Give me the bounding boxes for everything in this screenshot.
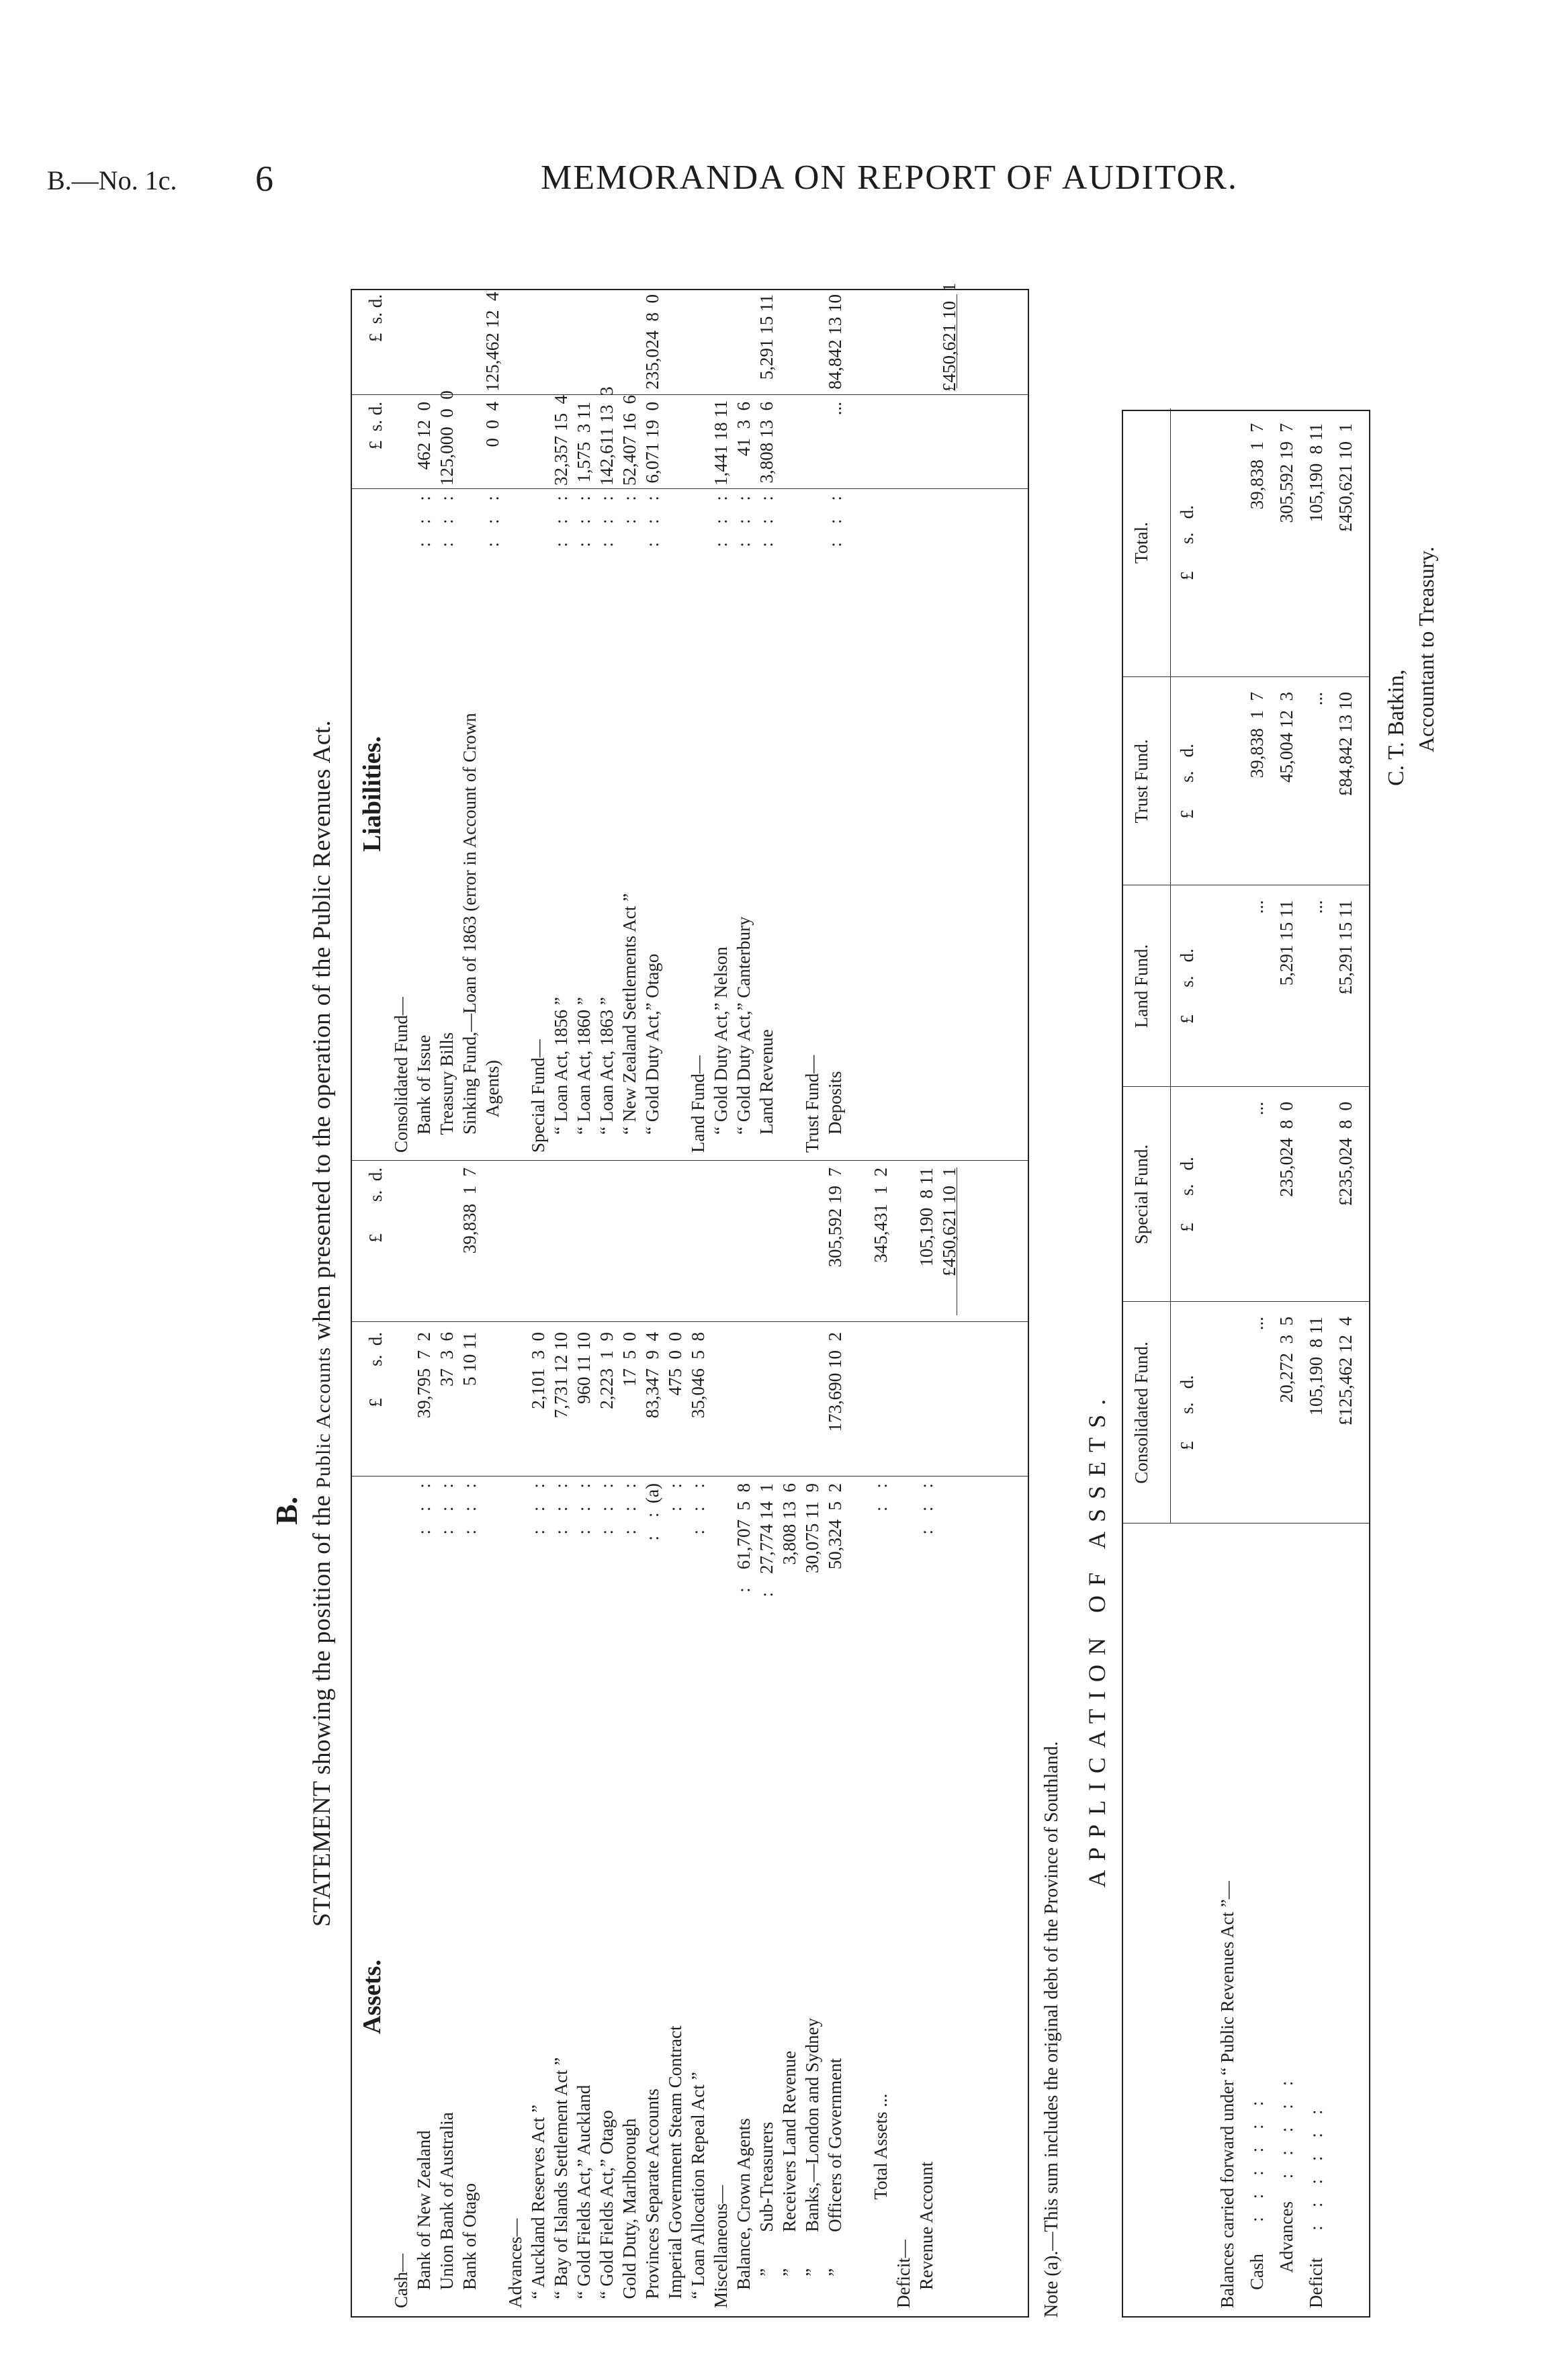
signature-role: Accountant to Treasury. bbox=[1414, 546, 1438, 752]
asset-subtotal bbox=[437, 1167, 457, 1319]
asset-dots: : 27,774 14 1 bbox=[756, 1483, 777, 1597]
liability-label: Consolidated Fund— bbox=[391, 997, 411, 1153]
assets-c1-currency: £ s. d. bbox=[365, 1332, 386, 1407]
liability-label bbox=[665, 602, 685, 1153]
liability-subtotal bbox=[391, 294, 411, 392]
liability-label: “ Loan Act, 1860 ” bbox=[574, 997, 594, 1153]
liability-amount bbox=[459, 402, 480, 486]
liability-dots: : : : bbox=[596, 496, 617, 547]
liability-amount: 125,000 0 0 bbox=[437, 390, 457, 486]
liability-label: Trust Fund— bbox=[802, 1055, 822, 1153]
liability-dots bbox=[802, 496, 822, 623]
asset-dots: : : : bbox=[528, 1483, 548, 1535]
app-rule-2 bbox=[1123, 1301, 1369, 1302]
app-cell: 105,190 8 11 bbox=[1306, 1317, 1326, 1416]
page-header bbox=[47, 158, 1498, 212]
liability-dots bbox=[848, 496, 868, 623]
asset-label: ” Sub-Treasurers bbox=[756, 2121, 777, 2308]
asset-subtotal bbox=[414, 1167, 434, 1319]
asset-amount bbox=[391, 1332, 411, 1473]
liability-subtotal bbox=[551, 294, 571, 392]
liability-subtotal bbox=[505, 294, 525, 392]
asset-dots bbox=[505, 1483, 525, 1712]
asset-amount bbox=[802, 1332, 822, 1473]
liability-amount bbox=[916, 402, 936, 486]
assets-c2-currency: £ s. d. bbox=[365, 1167, 386, 1243]
app-header-rule bbox=[1170, 408, 1171, 1524]
app-rule-1 bbox=[1123, 1523, 1369, 1524]
liability-subtotal: 5,291 15 11 bbox=[756, 294, 777, 380]
asset-label: “ Gold Fields Act,” Auckland bbox=[574, 2084, 594, 2308]
rule-liab-c1 bbox=[352, 488, 1028, 489]
assets-heading: Assets. bbox=[358, 1959, 386, 2034]
asset-subtotal bbox=[619, 1167, 639, 1319]
statement-letter: B. bbox=[269, 1496, 304, 1525]
app-cell: ... bbox=[1247, 1102, 1267, 1116]
app-cell: 39,838 1 7 bbox=[1247, 423, 1267, 510]
statement-title bbox=[308, 329, 337, 2318]
landscape-content bbox=[269, 262, 1451, 2318]
asset-dots: 3,808 13 6 bbox=[779, 1483, 799, 1565]
liability-amount bbox=[528, 402, 548, 486]
liability-label: Treasury Bills bbox=[437, 1032, 457, 1153]
asset-subtotal bbox=[734, 1167, 754, 1319]
liability-amount bbox=[848, 402, 868, 486]
asset-dots: : : (a) bbox=[642, 1483, 662, 1541]
asset-subtotal bbox=[528, 1167, 548, 1319]
asset-subtotal bbox=[756, 1167, 777, 1319]
app-cell bbox=[1217, 1317, 1237, 1518]
asset-amount bbox=[756, 1332, 777, 1473]
asset-amount: 35,046 5 8 bbox=[688, 1332, 708, 1419]
app-column-header: Special Fund. bbox=[1131, 1144, 1151, 1245]
liability-dots: : : : bbox=[756, 496, 777, 547]
liability-label bbox=[779, 602, 799, 1153]
liability-subtotal bbox=[779, 294, 799, 392]
title-pre: STATEMENT showing the position of the bbox=[308, 1488, 336, 1927]
liability-amount: 1,441 18 11 bbox=[711, 400, 731, 486]
asset-dots: : : : bbox=[688, 1483, 708, 1535]
app-column-header: Total. bbox=[1131, 522, 1151, 564]
app-cell: 20,272 3 5 bbox=[1276, 1317, 1296, 1403]
asset-subtotal bbox=[893, 1167, 914, 1319]
asset-amount: 7,731 12 10 bbox=[551, 1332, 571, 1419]
liability-amount bbox=[871, 402, 891, 486]
asset-subtotal bbox=[848, 1167, 868, 1319]
app-cell bbox=[1306, 1102, 1326, 1296]
app-cell: 105,190 8 11 bbox=[1306, 423, 1326, 523]
liability-dots: : : : bbox=[642, 496, 662, 547]
liability-amount bbox=[893, 402, 914, 486]
asset-subtotal bbox=[665, 1167, 685, 1319]
asset-subtotal bbox=[574, 1167, 594, 1319]
asset-label bbox=[848, 1704, 868, 2308]
liability-subtotal bbox=[916, 294, 936, 392]
app-cell: 45,004 12 3 bbox=[1276, 692, 1296, 783]
asset-dots: 30,075 11 9 bbox=[802, 1483, 822, 1573]
app-currency: £ s. d. bbox=[1177, 744, 1197, 819]
liability-subtotal bbox=[848, 294, 868, 392]
liability-label: “ Gold Duty Act,” Nelson bbox=[711, 946, 731, 1153]
liability-subtotal bbox=[459, 294, 480, 392]
liability-label: Agents) bbox=[482, 1060, 502, 1153]
asset-label: Bank of New Zealand bbox=[414, 2130, 434, 2308]
app-row-label: Cash : : : : : : bbox=[1247, 2101, 1267, 2308]
liability-label bbox=[939, 602, 959, 1153]
statement-table bbox=[351, 283, 1029, 2318]
liability-dots: : : bbox=[619, 496, 639, 525]
signature-name: C. T. Batkin, bbox=[1384, 669, 1409, 786]
app-column-header: Trust Fund. bbox=[1131, 739, 1151, 824]
asset-dots: : : : bbox=[551, 1483, 571, 1535]
app-row-label: Deficit : : : : : : bbox=[1306, 2109, 1326, 2308]
liability-dots: : : : bbox=[482, 496, 502, 547]
liability-dots bbox=[871, 496, 891, 623]
app-cell: ... bbox=[1247, 900, 1267, 914]
liability-amount bbox=[665, 402, 685, 486]
asset-dots: : : : bbox=[437, 1483, 457, 1535]
liability-label: Bank of Issue bbox=[414, 1034, 434, 1153]
title-public-accounts: Public Accounts bbox=[312, 1346, 335, 1489]
asset-label: Miscellaneous— bbox=[711, 2185, 731, 2308]
app-cell: 235,024 8 0 bbox=[1276, 1102, 1296, 1197]
liability-dots: : : : bbox=[574, 496, 594, 547]
asset-dots: : : : bbox=[916, 1483, 936, 1535]
page-number: 6 bbox=[255, 159, 273, 199]
asset-amount: 37 3 6 bbox=[437, 1332, 457, 1386]
liability-amount: 1,575 3 11 bbox=[574, 402, 594, 483]
rule-middle bbox=[352, 1160, 1028, 1161]
asset-dots: : : : bbox=[459, 1483, 480, 1535]
app-cell: £5,291 15 11 bbox=[1335, 900, 1356, 995]
app-currency: £ s. d. bbox=[1177, 1157, 1197, 1232]
asset-subtotal bbox=[779, 1167, 799, 1319]
liability-amount: 52,407 16 6 bbox=[619, 395, 639, 486]
asset-amount bbox=[711, 1332, 731, 1473]
asset-subtotal bbox=[596, 1167, 617, 1319]
liability-subtotal: 84,842 13 10 bbox=[825, 294, 845, 390]
liab-c1-currency: £ s. d. bbox=[365, 402, 386, 450]
asset-amount: 39,795 7 2 bbox=[414, 1332, 434, 1419]
asset-subtotal: 105,190 8 11 bbox=[916, 1167, 936, 1267]
app-cell: ... bbox=[1306, 900, 1326, 914]
app-cell bbox=[1217, 900, 1237, 1082]
liability-amount bbox=[779, 402, 799, 486]
app-currency: £ s. d. bbox=[1177, 1375, 1197, 1450]
asset-subtotal bbox=[711, 1167, 731, 1319]
asset-amount: 2,101 3 0 bbox=[528, 1332, 548, 1409]
asset-amount: 5 10 11 bbox=[459, 1332, 480, 1386]
rule-assets-c1 bbox=[352, 1476, 1028, 1477]
liability-dots bbox=[779, 496, 799, 623]
rule-assets-c2 bbox=[352, 1321, 1028, 1322]
liability-dots bbox=[688, 496, 708, 623]
liability-subtotal: 125,462 12 4 bbox=[482, 292, 502, 392]
asset-dots: : : bbox=[665, 1483, 685, 1512]
app-cell: 5,291 15 11 bbox=[1276, 900, 1296, 986]
app-cell: £84,842 13 10 bbox=[1335, 692, 1356, 797]
liability-amount bbox=[939, 402, 959, 486]
asset-label: “ Bay of Islands Settlement Act ” bbox=[551, 2057, 571, 2308]
liability-subtotal bbox=[414, 294, 434, 392]
liability-subtotal bbox=[665, 294, 685, 392]
asset-subtotal: 345,431 1 2 bbox=[871, 1167, 891, 1263]
app-cell: 305,592 19 7 bbox=[1276, 423, 1296, 523]
asset-subtotal: 39,838 1 7 bbox=[459, 1167, 480, 1254]
liability-subtotal bbox=[802, 294, 822, 392]
liability-subtotal bbox=[574, 294, 594, 392]
asset-amount: 83,347 9 4 bbox=[642, 1332, 662, 1419]
app-row-label: Balances carried forward under “ Public Revenues Act ”— bbox=[1217, 1881, 1237, 2308]
liability-amount: 142,611 13 3 bbox=[596, 386, 617, 486]
app-row-label: Advances : : : : : bbox=[1276, 2080, 1296, 2308]
liability-amount: 462 12 0 bbox=[414, 402, 434, 470]
app-rule-3 bbox=[1123, 1086, 1369, 1087]
app-cell: 39,838 1 7 bbox=[1247, 692, 1267, 779]
liability-dots bbox=[939, 496, 959, 623]
liability-label: Sinking Fund,—Loan of 1863 (error in Account of Crown bbox=[459, 713, 480, 1153]
app-cell: ... bbox=[1306, 692, 1326, 706]
liability-amount bbox=[505, 402, 525, 486]
asset-dots: 50,324 5 2 bbox=[825, 1483, 845, 1570]
asset-label: Cash— bbox=[391, 2254, 411, 2308]
asset-label: “ Gold Fields Act,” Otago bbox=[596, 2110, 617, 2308]
app-cell bbox=[1217, 1102, 1237, 1296]
liability-amount: 41 3 6 bbox=[734, 402, 754, 456]
asset-dots bbox=[482, 1483, 502, 1712]
liability-label bbox=[893, 602, 914, 1153]
liability-label: Special Fund— bbox=[528, 1039, 548, 1153]
asset-label: Balance, Crown Agents bbox=[734, 2118, 754, 2308]
asset-label bbox=[939, 1704, 959, 2308]
asset-amount bbox=[893, 1332, 914, 1473]
application-table bbox=[1122, 410, 1370, 2318]
asset-subtotal bbox=[391, 1167, 411, 1319]
liability-dots: : : : bbox=[734, 496, 754, 547]
asset-dots: : : : bbox=[619, 1483, 639, 1535]
asset-label: Deficit— bbox=[893, 2240, 914, 2308]
app-column-header: Consolidated Fund. bbox=[1131, 1341, 1151, 1484]
asset-dots: : : : bbox=[596, 1483, 617, 1535]
liabilities-heading: Liabilities. bbox=[358, 736, 386, 852]
liability-dots bbox=[505, 496, 525, 623]
asset-amount bbox=[871, 1332, 891, 1473]
asset-amount: 475 0 0 bbox=[665, 1332, 685, 1396]
title-post: when presented to the operation of the Public Revenues Act. bbox=[308, 719, 336, 1347]
asset-amount: 2,223 1 9 bbox=[596, 1332, 617, 1409]
asset-label bbox=[482, 1704, 502, 2308]
liability-dots bbox=[459, 496, 480, 623]
app-cell: £125,462 12 4 bbox=[1335, 1317, 1356, 1425]
liability-label bbox=[871, 602, 891, 1153]
liability-dots: : : : bbox=[437, 496, 457, 547]
asset-dots bbox=[939, 1483, 959, 1712]
liability-subtotal bbox=[871, 294, 891, 392]
asset-label: Total Assets ... bbox=[871, 2093, 891, 2308]
app-cell: £235,024 8 0 bbox=[1335, 1102, 1356, 1206]
asset-dots bbox=[391, 1483, 411, 1712]
footnote: Note (a).—This sum includes the original debt of the Province of Southland. bbox=[1041, 1741, 1062, 2318]
liability-label: “ Loan Act, 1863 ” bbox=[596, 997, 617, 1153]
asset-amount bbox=[505, 1332, 525, 1473]
app-cell bbox=[1217, 423, 1237, 672]
liability-dots bbox=[528, 496, 548, 623]
page-title: MEMORANDA ON REPORT OF AUDITOR. bbox=[541, 159, 1238, 197]
asset-dots: : : : bbox=[414, 1483, 434, 1535]
liability-subtotal bbox=[619, 294, 639, 392]
app-rule-5 bbox=[1123, 676, 1369, 677]
app-row-label bbox=[1335, 1529, 1356, 2308]
asset-subtotal: 305,592 19 7 bbox=[825, 1167, 845, 1268]
app-cell: ... bbox=[1247, 1317, 1267, 1331]
asset-label: “ Loan Allocation Repeal Act ” bbox=[688, 2072, 708, 2308]
asset-dots: : : bbox=[871, 1483, 891, 1512]
liability-label: “ Gold Duty Act,” Canterbury bbox=[734, 916, 754, 1153]
liability-amount: ... bbox=[825, 402, 845, 416]
asset-label: “ Auckland Reserves Act ” bbox=[528, 2105, 548, 2308]
asset-label: Provinces Separate Accounts bbox=[642, 2088, 662, 2308]
liability-subtotal bbox=[734, 294, 754, 392]
liability-subtotal bbox=[893, 294, 914, 392]
liability-subtotal: 235,024 8 0 bbox=[642, 294, 662, 390]
liability-dots bbox=[391, 496, 411, 623]
liability-subtotal bbox=[711, 294, 731, 392]
liability-label bbox=[916, 602, 936, 1153]
liability-label bbox=[505, 602, 525, 1153]
liability-amount: 6,071 19 0 bbox=[642, 402, 662, 484]
asset-amount bbox=[939, 1332, 959, 1473]
asset-subtotal bbox=[505, 1167, 525, 1319]
liability-dots: : : : bbox=[825, 496, 845, 547]
asset-dots bbox=[848, 1483, 868, 1712]
liability-subtotal bbox=[437, 294, 457, 392]
asset-amount bbox=[848, 1332, 868, 1473]
asset-amount bbox=[916, 1332, 936, 1473]
asset-dots: : 61,707 5 8 bbox=[734, 1483, 754, 1593]
asset-label: Union Bank of Australia bbox=[437, 2112, 457, 2308]
liability-subtotal bbox=[596, 294, 617, 392]
asset-amount bbox=[779, 1332, 799, 1473]
liability-label: Land Fund— bbox=[688, 1055, 708, 1153]
application-title: APPLICATION OF ASSETS. bbox=[1084, 1389, 1110, 1888]
app-cell: £450,621 10 1 bbox=[1335, 423, 1356, 532]
liability-subtotal bbox=[528, 294, 548, 392]
asset-label: ” Officers of Government bbox=[825, 2058, 845, 2308]
asset-dots: : : : bbox=[574, 1483, 594, 1535]
liability-label: “ New Zealand Settlements Act ” bbox=[619, 893, 639, 1153]
liability-subtotal bbox=[688, 294, 708, 392]
liability-label: “ Loan Act, 1856 ” bbox=[551, 997, 571, 1153]
asset-subtotal: £450,621 10 1 bbox=[939, 1167, 959, 1276]
asset-label: Advances— bbox=[505, 2218, 525, 2308]
app-currency: £ s. d. bbox=[1177, 949, 1197, 1024]
asset-amount: 17 5 0 bbox=[619, 1332, 639, 1386]
liability-label: Deposits bbox=[825, 1071, 845, 1153]
asset-subtotal bbox=[642, 1167, 662, 1319]
liability-dots bbox=[665, 496, 685, 623]
liability-label: Land Revenue bbox=[756, 1029, 777, 1153]
asset-dots bbox=[711, 1483, 731, 1712]
asset-amount bbox=[734, 1332, 754, 1473]
liability-amount bbox=[391, 402, 411, 486]
liability-dots: : : : bbox=[711, 496, 731, 547]
app-currency: £ s. d. bbox=[1177, 505, 1197, 580]
liability-amount bbox=[688, 402, 708, 486]
liability-amount: 0 0 4 bbox=[482, 402, 502, 447]
liability-dots: : : : bbox=[414, 496, 434, 547]
liability-dots: : : : bbox=[551, 496, 571, 547]
app-column-header: Land Fund. bbox=[1131, 944, 1151, 1028]
asset-amount: 173,690 10 2 bbox=[825, 1332, 845, 1432]
asset-amount bbox=[482, 1332, 502, 1473]
liability-dots bbox=[893, 496, 914, 623]
liability-amount: 32,357 15 4 bbox=[551, 395, 571, 486]
liability-label: “ Gold Duty Act,” Otago bbox=[642, 953, 662, 1153]
asset-subtotal bbox=[802, 1167, 822, 1319]
asset-label: Imperial Government Steam Contract bbox=[665, 2025, 685, 2308]
asset-label: ” Banks,—London and Sydney bbox=[802, 2018, 822, 2308]
asset-label: Revenue Account bbox=[916, 2161, 936, 2308]
liability-label bbox=[848, 602, 868, 1153]
asset-subtotal bbox=[688, 1167, 708, 1319]
app-cell bbox=[1217, 692, 1237, 880]
document-code: B.—No. 1c. bbox=[47, 165, 177, 195]
liability-dots bbox=[916, 496, 936, 623]
asset-subtotal bbox=[482, 1167, 502, 1319]
liab-c2-currency: £ s. d. bbox=[365, 294, 386, 343]
liability-amount bbox=[802, 402, 822, 486]
asset-label: Bank of Otago bbox=[459, 2183, 480, 2308]
asset-amount: 960 11 10 bbox=[574, 1332, 594, 1404]
asset-label: ” Receivers Land Revenue bbox=[779, 2050, 799, 2308]
liability-amount: 3,808 13 6 bbox=[756, 402, 777, 484]
asset-label: Gold Duty, Marlborough bbox=[619, 2118, 639, 2308]
liability-subtotal: £450,621 10 1 bbox=[939, 283, 959, 392]
asset-dots bbox=[893, 1483, 914, 1712]
asset-subtotal bbox=[551, 1167, 571, 1319]
